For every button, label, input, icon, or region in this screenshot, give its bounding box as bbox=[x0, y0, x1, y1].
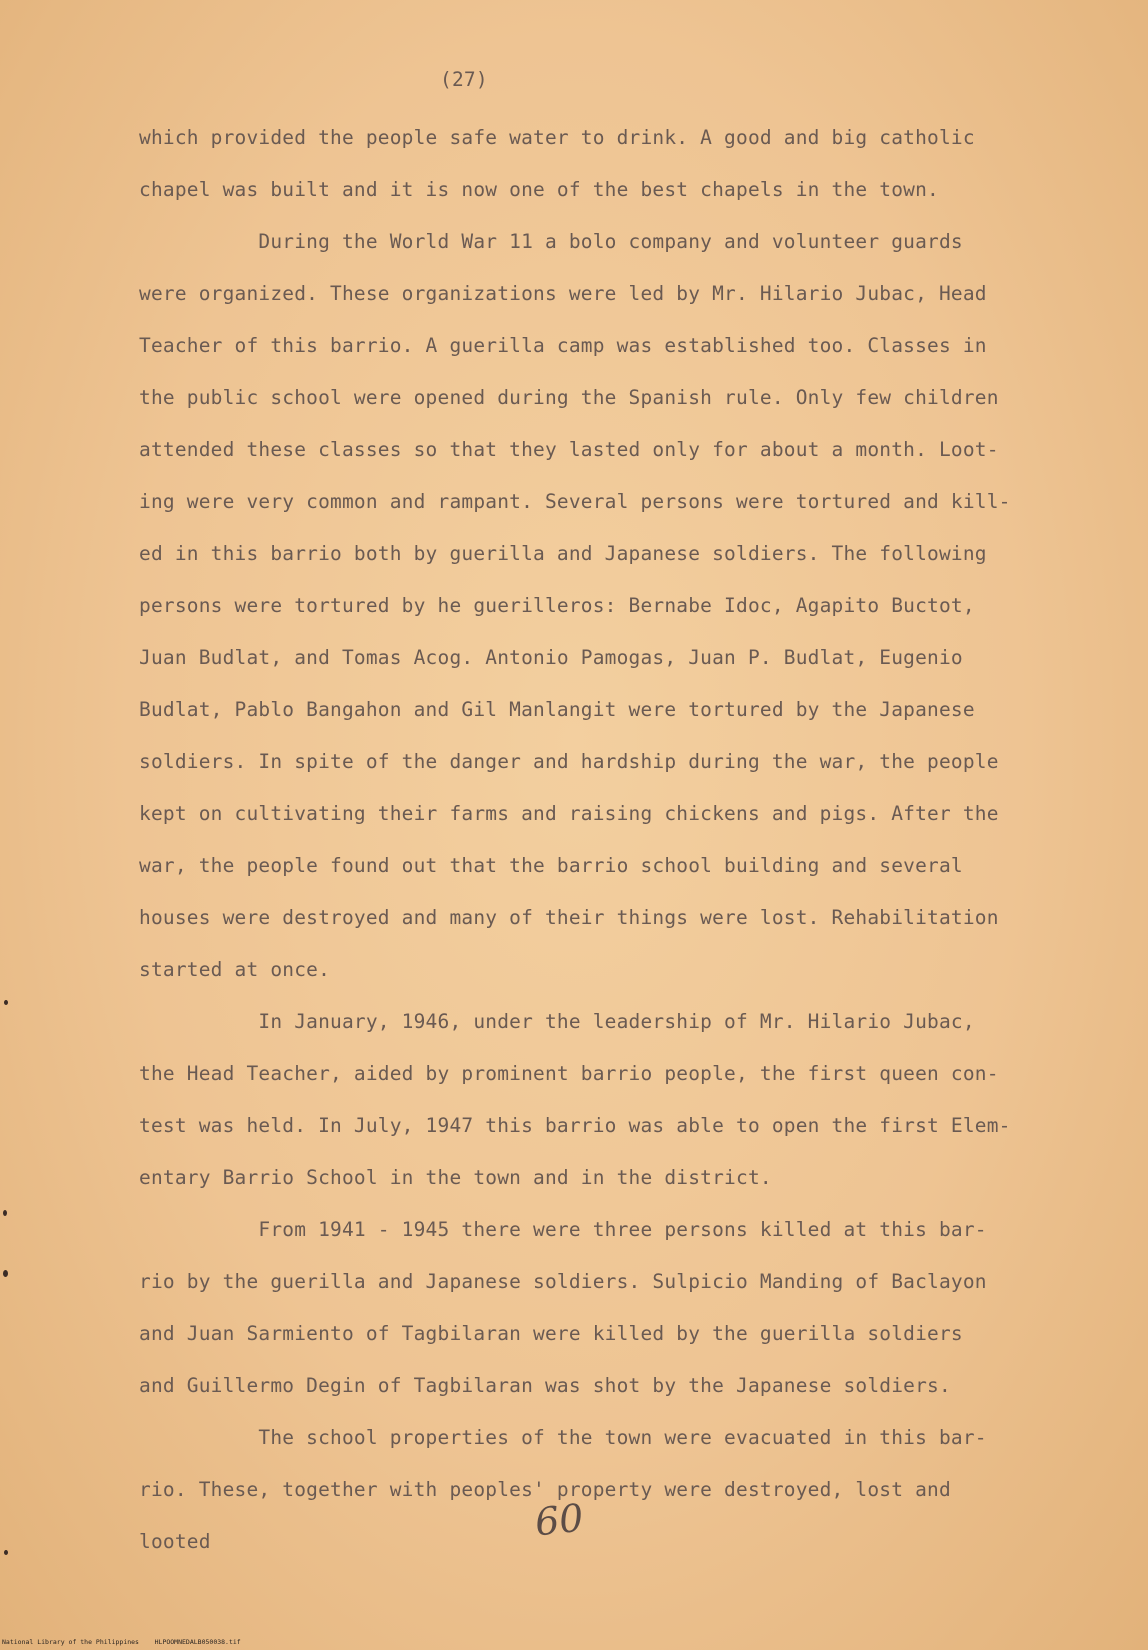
page-number: (27) bbox=[440, 68, 488, 91]
text-line: kept on cultivating their farms and raising chickens and pigs. After the bbox=[139, 802, 999, 825]
text-line: Budlat, Pablo Bangahon and Gil Manlangit were tortured by the Japanese bbox=[139, 698, 975, 721]
text-line: rio. These, together with peoples' property were destroyed, lost and bbox=[139, 1478, 951, 1501]
text-line: persons were tortured by he guerilleros: Bernabe Idoc, Agapito Buctot, bbox=[139, 594, 975, 617]
text-line: entary Barrio School in the town and in the district. bbox=[139, 1166, 772, 1189]
handwritten-page-number: 60 bbox=[532, 1495, 586, 1545]
text-line: chapel was built and it is now one of the best chapels in the town. bbox=[139, 178, 939, 201]
text-line: During the World War 11 a bolo company and volunteer guards bbox=[139, 230, 963, 253]
text-line: ing were very common and rampant. Several persons were tortured and kill- bbox=[139, 490, 1011, 513]
margin-speck bbox=[4, 1000, 8, 1005]
text-line: From 1941 - 1945 there were three persons killed at this bar- bbox=[139, 1218, 987, 1241]
text-line: The school properties of the town were evacuated in this bar- bbox=[139, 1426, 987, 1449]
text-line: Juan Budlat, and Tomas Acog. Antonio Pamogas, Juan P. Budlat, Eugenio bbox=[139, 646, 963, 669]
text-line: looted bbox=[139, 1530, 211, 1553]
margin-speck bbox=[3, 1210, 7, 1216]
text-line: were organized. These organizations were led by Mr. Hilario Jubac, Head bbox=[139, 282, 987, 305]
text-line: war, the people found out that the barrio school building and several bbox=[139, 854, 963, 877]
text-line: In January, 1946, under the leadership of Mr. Hilario Jubac, bbox=[139, 1010, 975, 1033]
text-line: houses were destroyed and many of their things were lost. Rehabilitation bbox=[139, 906, 999, 929]
text-line: Teacher of this barrio. A guerilla camp was established too. Classes in bbox=[139, 334, 987, 357]
text-line: the public school were opened during the Spanish rule. Only few children bbox=[139, 386, 999, 409]
text-line: the Head Teacher, aided by prominent barrio people, the first queen con- bbox=[139, 1062, 999, 1085]
text-line: attended these classes so that they lasted only for about a month. Loot- bbox=[139, 438, 999, 461]
text-line: soldiers. In spite of the danger and hardship during the war, the people bbox=[139, 750, 999, 773]
scan-footer-label: National Library of the Philippines HLPOOMNEDALB050038.tif bbox=[2, 1638, 241, 1646]
text-line: and Juan Sarmiento of Tagbilaran were killed by the guerilla soldiers bbox=[139, 1322, 963, 1345]
text-line: ed in this barrio both by guerilla and Japanese soldiers. The following bbox=[139, 542, 987, 565]
text-line: test was held. In July, 1947 this barrio was able to open the first Elem- bbox=[139, 1114, 1011, 1137]
text-line: which provided the people safe water to drink. A good and big catholic bbox=[139, 126, 975, 149]
margin-speck bbox=[4, 1550, 8, 1555]
margin-speck bbox=[3, 1270, 8, 1277]
text-line: and Guillermo Degin of Tagbilaran was shot by the Japanese soldiers. bbox=[139, 1374, 951, 1397]
text-line: rio by the guerilla and Japanese soldiers. Sulpicio Manding of Baclayon bbox=[139, 1270, 987, 1293]
text-line: started at once. bbox=[139, 958, 331, 981]
